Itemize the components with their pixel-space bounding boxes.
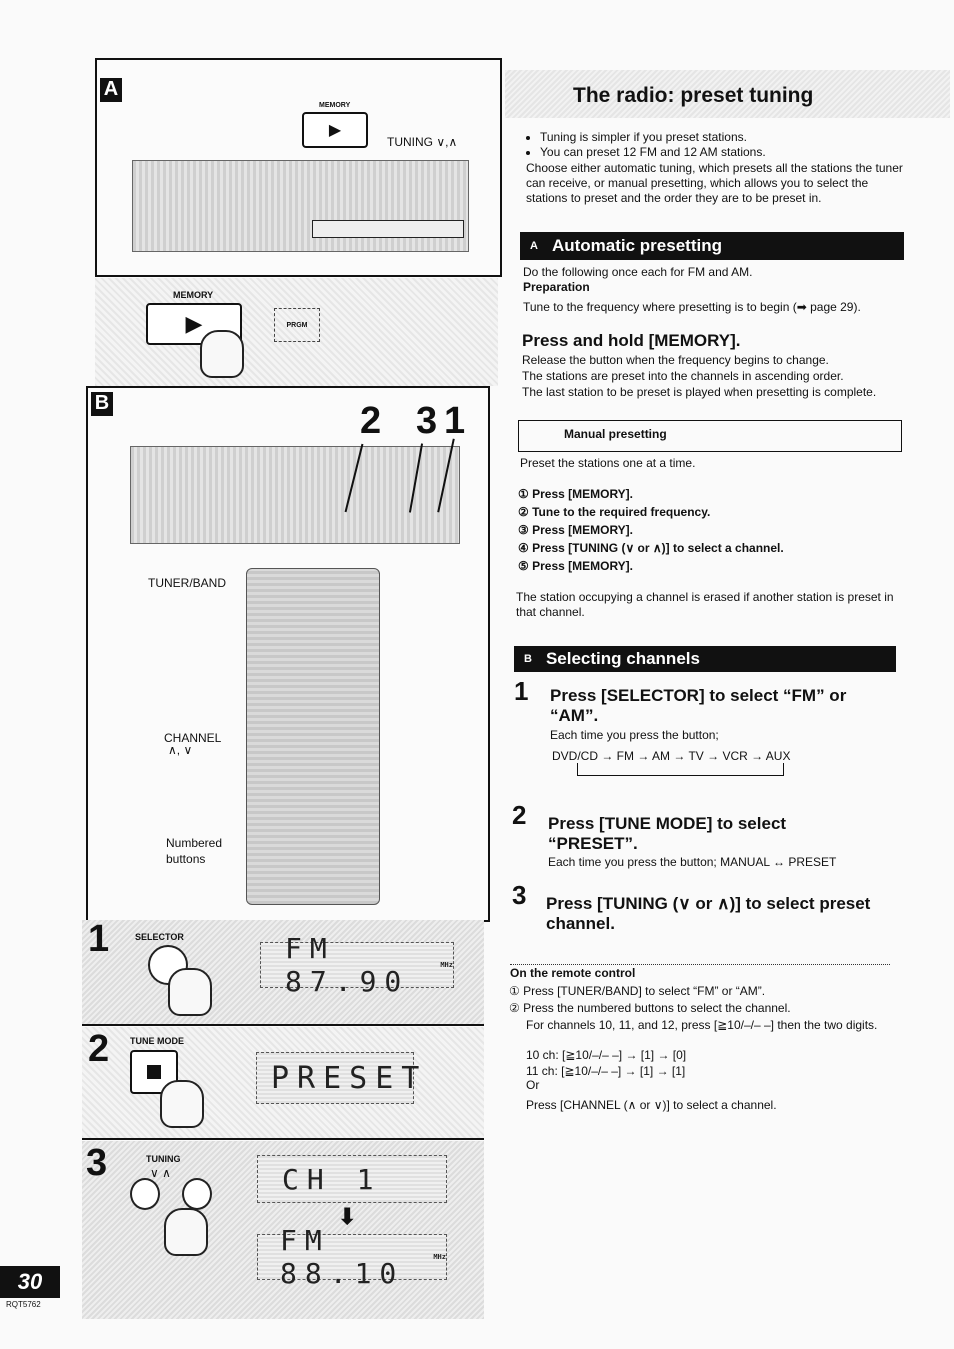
tuning-up-button-icon xyxy=(182,1178,212,1210)
panel-a-letter: A xyxy=(100,78,122,102)
doc-code: RQT5762 xyxy=(6,1300,41,1309)
manual-step-2: ② Tune to the required frequency. xyxy=(518,505,711,519)
buttons-label: buttons xyxy=(166,852,206,866)
section-a-title: Automatic presetting xyxy=(551,236,722,255)
lcd-display-3 xyxy=(257,1155,447,1203)
tuning-arrows: ∨ ∧ xyxy=(150,1166,171,1180)
numbered-label: Numbered xyxy=(166,836,223,850)
remote-item-2: ② Press the numbered buttons to select the channel. xyxy=(509,1001,791,1015)
remote-item-1: ① Press [TUNER/BAND] to select “FM” or “AM”. xyxy=(509,984,766,998)
step2-rule xyxy=(82,1024,484,1026)
section-b-bar xyxy=(514,646,896,672)
bullet-item: • You can preset 12 FM and 12 AM stations. xyxy=(540,145,920,160)
b-step3-title: Press [TUNING (∨ or ∧)] to select preset channel. xyxy=(546,894,871,933)
b-step2-title: Press [TUNE MODE] to select “PRESET”. xyxy=(548,814,787,853)
manual-presetting-title: Manual presetting xyxy=(564,427,667,441)
selector-label: SELECTOR xyxy=(135,932,184,942)
tuner-band-label: TUNER/BAND xyxy=(148,576,227,590)
remote-alt: Press [CHANNEL (∧ or ∨)] to select a channel. xyxy=(526,1098,777,1112)
panel-b-letter: B xyxy=(91,392,113,416)
manual-note: The station occupying a channel is erased if another station is preset in that channel. xyxy=(516,590,894,619)
pressing-hand-icon-2 xyxy=(160,1080,204,1128)
receiver-unit-image xyxy=(132,160,469,252)
manual-step-4: ④ Press [TUNING (∨ or ∧)] to select a channel. xyxy=(518,541,784,555)
panel-b xyxy=(86,386,490,922)
lcd4-text: FM 88.10 xyxy=(280,1224,405,1290)
b-step2-num: 2 xyxy=(512,800,527,830)
b-step1-text: Each time you press the button; xyxy=(550,728,719,742)
memory-button-icon: ▶ xyxy=(302,112,368,148)
section-a-line1: Do the following once each for FM and AM. xyxy=(523,265,753,279)
callout-2: 2 xyxy=(360,400,382,442)
pressing-hand-icon-3 xyxy=(164,1208,208,1256)
channel-label: CHANNEL xyxy=(164,731,222,745)
section-a-letter: A xyxy=(530,240,538,252)
figure-step2-num: 2 xyxy=(88,1028,110,1070)
remote-divider xyxy=(510,964,890,965)
figure-step1-num: 1 xyxy=(88,918,110,960)
bullet-item: • Tuning is simpler if you preset stations. xyxy=(540,130,920,145)
panel-a xyxy=(95,58,502,277)
pressing-hand-icon xyxy=(200,330,244,378)
b-step2-text: Each time you press the button; MANUAL ↔ PRESET xyxy=(548,855,837,869)
lcd-display-2 xyxy=(256,1052,428,1104)
preparation-heading: Preparation xyxy=(523,280,590,294)
press-hold-line2: The stations are preset into the channels in ascending order. xyxy=(522,369,844,383)
tuning-down-button-icon xyxy=(130,1178,160,1210)
press-hold-line1: Release the button when the frequency begins to change. xyxy=(522,353,829,367)
remote-control-image xyxy=(246,568,380,905)
section-b-title: Selecting channels xyxy=(545,649,700,668)
lcd-display-4 xyxy=(257,1224,447,1290)
callout-3: 3 xyxy=(416,400,438,442)
remote-example-2: 11 ch: [≧10/–/– –] → [1] → [1] xyxy=(526,1064,686,1078)
manual-step-3: ③ Press [MEMORY]. xyxy=(518,523,634,537)
memory-button-icon-2: ▶ xyxy=(146,303,242,345)
receiver-front-panel xyxy=(312,220,464,238)
press-hold-line3: The last station to be preset is played when presetting is complete. xyxy=(522,385,877,399)
remote-example-1: 10 ch: [≧10/–/– –] → [1] → [0] xyxy=(526,1048,687,1062)
down-arrow-icon: ⬇ xyxy=(338,1204,357,1229)
figure-step3-num: 3 xyxy=(86,1142,108,1184)
manual-presetting-box xyxy=(518,420,902,452)
lcd4-unit: MHz xyxy=(433,1253,446,1261)
lcd2-text: PRESET xyxy=(271,1060,428,1096)
tuning-label-2: TUNING xyxy=(146,1154,181,1164)
b-step1-title: Press [SELECTOR] to select “FM” or “AM”. xyxy=(550,686,847,725)
callout-1: 1 xyxy=(444,400,466,442)
tuning-label: TUNING ∨,∧ xyxy=(387,135,458,149)
b-step1-sequence: DVD/CD → FM → AM → TV → VCR → AUX xyxy=(552,749,791,763)
lcd1-text: FM 87.90 xyxy=(285,932,410,998)
page-number: 30 xyxy=(0,1266,60,1298)
page-title: The radio: preset tuning xyxy=(573,84,814,107)
channel-arrows: ∧, ∨ xyxy=(168,743,193,757)
prgm-indicator xyxy=(274,308,320,342)
section-b-letter: B xyxy=(524,653,532,665)
lcd3-text: CH 1 xyxy=(282,1162,382,1196)
manual-step-5: ⑤ Press [MEMORY]. xyxy=(518,559,634,573)
tune-mode-label: TUNE MODE xyxy=(130,1036,184,1046)
manual-intro: Preset the stations one at a time. xyxy=(520,456,696,470)
preparation-text: Tune to the frequency where presetting is to begin (➡ page 29). xyxy=(523,300,861,314)
press-hold-heading: Press and hold [MEMORY]. xyxy=(522,331,741,350)
section-a-bar xyxy=(520,232,904,260)
manual-step-1: ① Press [MEMORY]. xyxy=(518,487,634,501)
b-step1-num: 1 xyxy=(514,676,529,706)
remote-or: Or xyxy=(526,1078,540,1092)
receiver-unit-image-b xyxy=(130,446,460,544)
prgm-label: PRGM xyxy=(286,321,308,329)
lcd-display-1 xyxy=(260,932,454,998)
b-step3-num: 3 xyxy=(512,880,527,910)
lcd1-unit: MHz xyxy=(440,961,453,969)
pressing-hand-icon-1 xyxy=(168,968,212,1016)
memory-label: MEMORY xyxy=(319,102,351,109)
intro-bullets xyxy=(526,130,920,160)
remote-heading: On the remote control xyxy=(510,966,636,980)
step3-rule xyxy=(82,1138,484,1140)
remote-item-2-detail: For channels 10, 11, and 12, press [≧10/–/– –] then the two digits. xyxy=(526,1018,878,1032)
intro-text: Choose either automatic tuning, which presets all the stations the tuner can receive, or manual presetting, which allows you to select the stations to preset and the order they are to be preset in. xyxy=(526,161,903,205)
sequence-loop-line xyxy=(577,763,784,776)
memory-label-2: MEMORY xyxy=(173,290,214,300)
